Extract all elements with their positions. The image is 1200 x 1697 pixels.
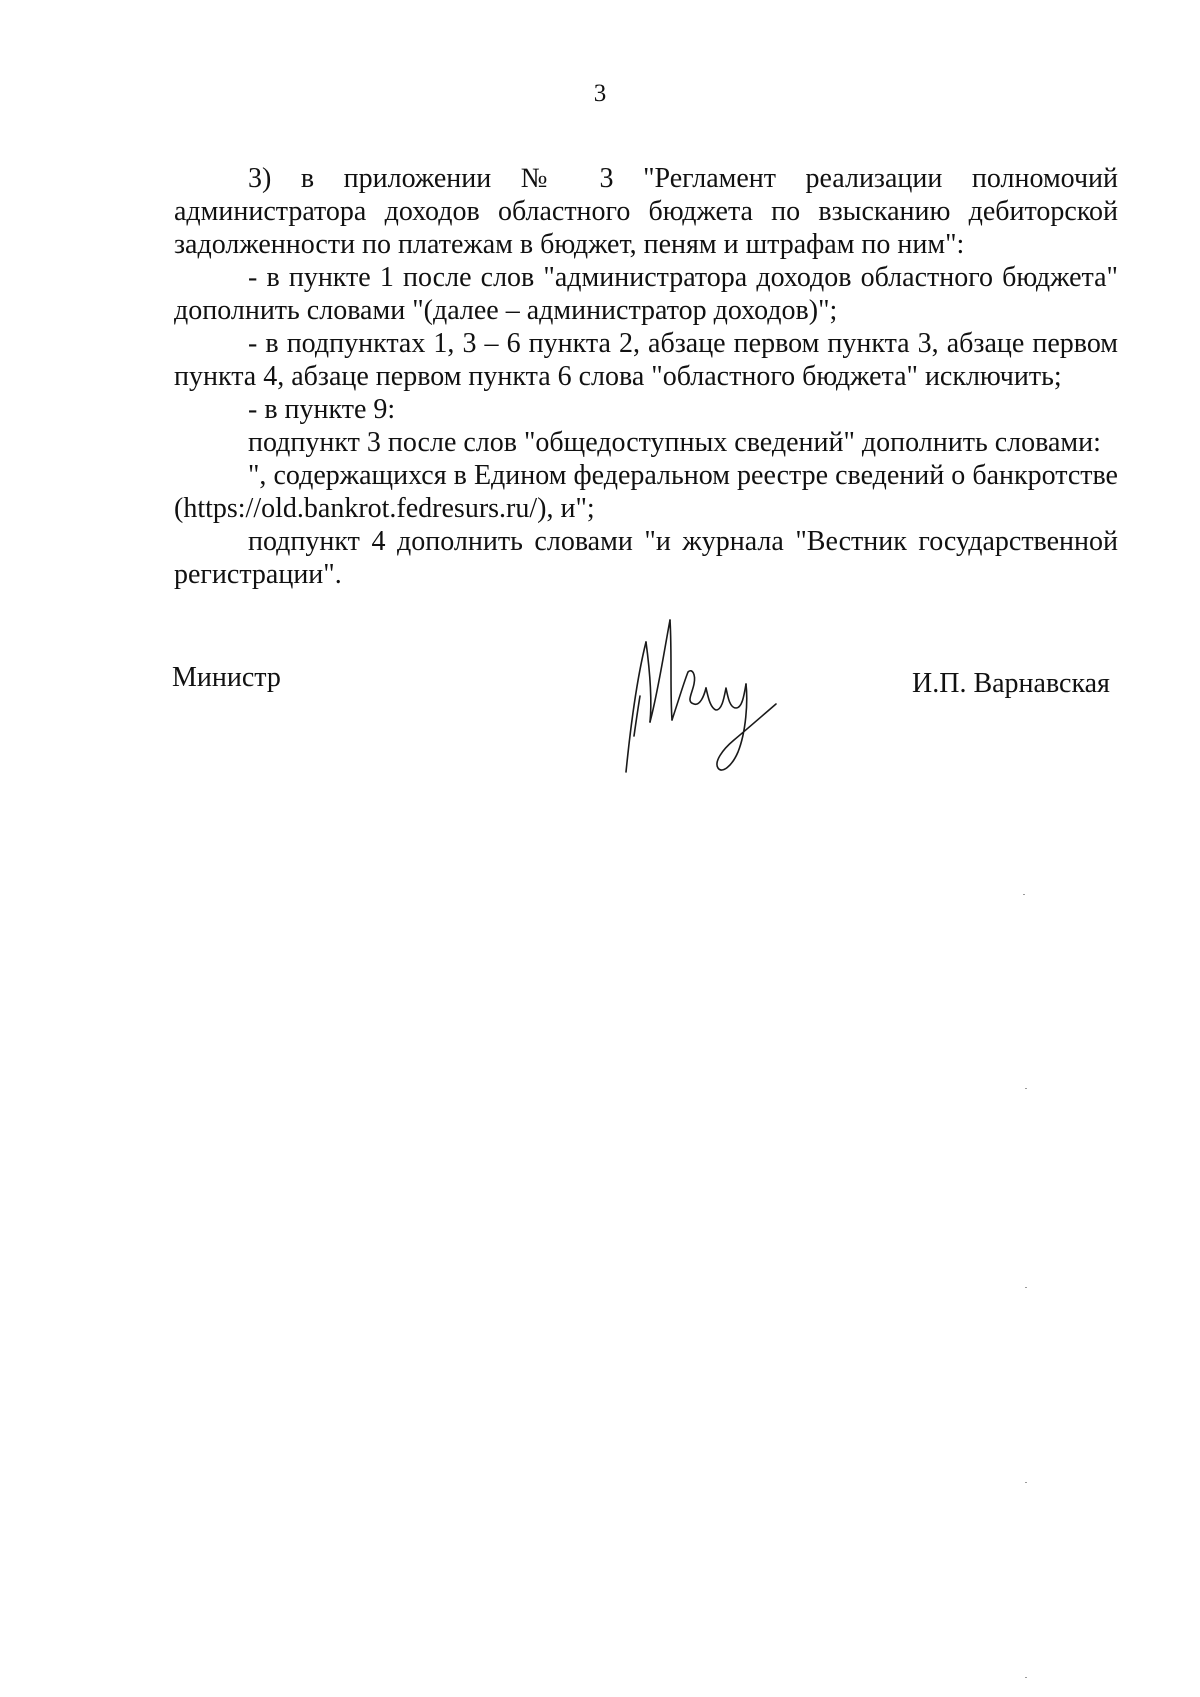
scan-speck: [1023, 894, 1025, 895]
page-number: 3: [593, 80, 607, 107]
scan-speck: [1025, 1287, 1027, 1288]
scan-speck: [1025, 1088, 1027, 1089]
signer-position: Министр: [172, 662, 281, 693]
handwritten-signature: [606, 612, 846, 782]
scan-speck: [1025, 1677, 1027, 1678]
document-body: [174, 162, 1118, 591]
signature-block: [0, 612, 1200, 792]
paragraph-item-9: - в пункте 9:: [248, 394, 396, 425]
signer-name: И.П. Варнавская: [912, 668, 1110, 699]
paragraph-appendix-3: 3) в приложении № 3 "Регламент реализации полномочий администратора доходов областного бюджета по взысканию дебиторской задолженности по платежам в бюджет, пеням и штрафам по ним":: [174, 163, 1118, 260]
paragraph-subitem-3-text: ", содержащихся в Едином федеральном реестре сведений о банкротстве (https://old.bankrot.fedresurs.ru/), и";: [174, 460, 1118, 524]
paragraph-item-2: - в подпунктах 1, 3 – 6 пункта 2, абзаце первом пункта 3, абзаце первом пункта 4, абзаце первом пункта 6 слова "областного бюджета" исключить;: [174, 328, 1118, 392]
paragraph-subitem-3: подпункт 3 после слов "общедоступных сведений" дополнить словами:: [248, 427, 1101, 458]
paragraph-item-1: - в пункте 1 после слов "администратора доходов областного бюджета" дополнить словами "(далее – администратор доходов)";: [174, 262, 1118, 326]
scan-speck: [1025, 1482, 1027, 1483]
paragraph-subitem-4: подпункт 4 дополнить словами "и журнала "Вестник государственной регистрации".: [174, 526, 1118, 590]
